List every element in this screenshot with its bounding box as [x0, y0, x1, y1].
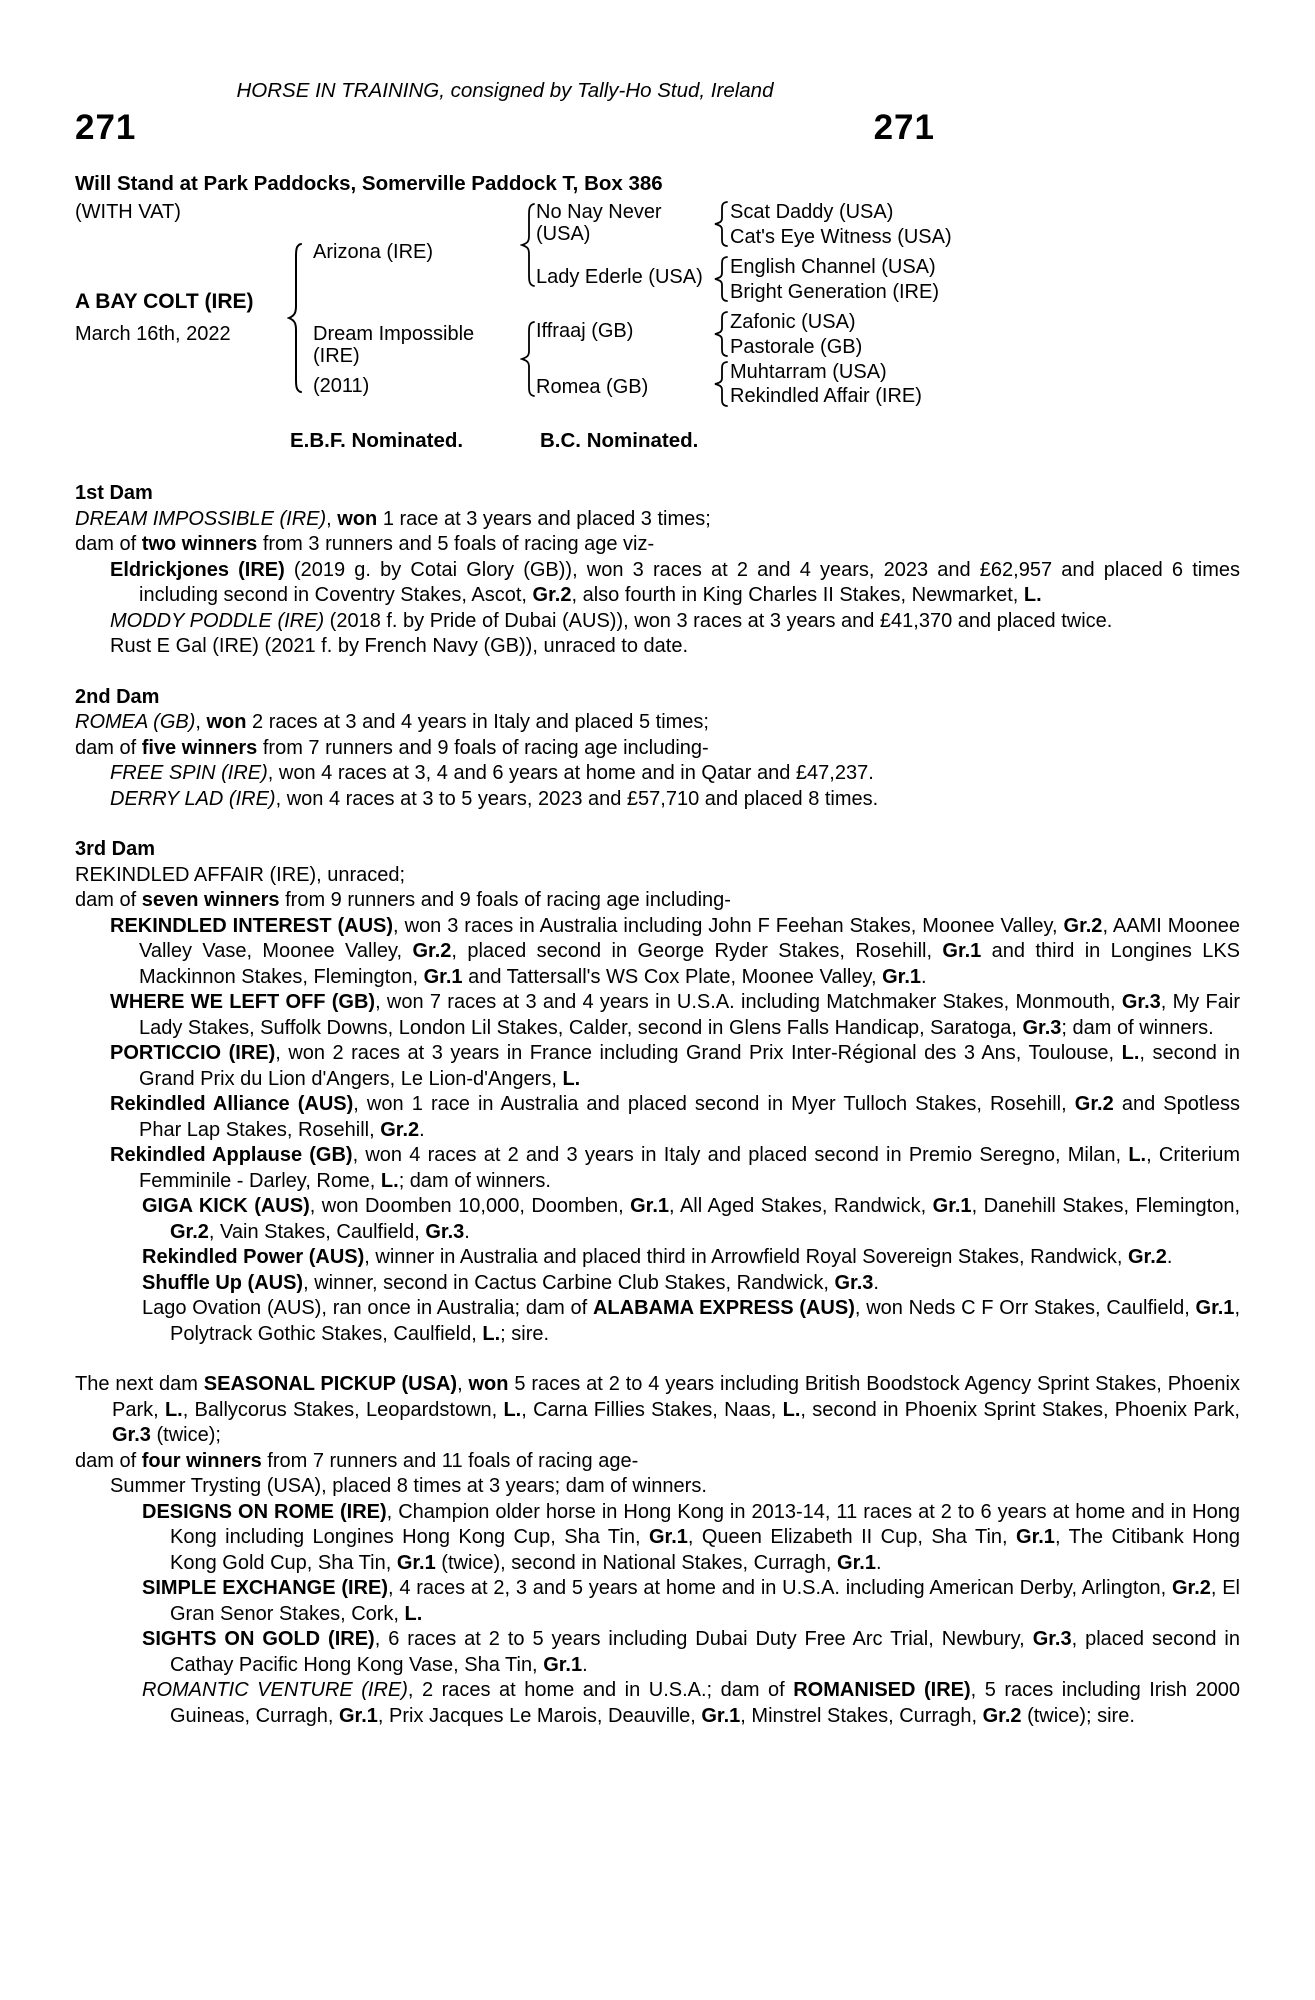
section-heading-1st-dam: 1st Dam	[75, 482, 153, 504]
lot-number-right: 271	[873, 108, 935, 147]
pedigree-brace-gp2	[713, 256, 731, 302]
sire-dam-name: Lady Ederle (USA)	[536, 266, 703, 288]
section-1st-dam	[75, 481, 1240, 660]
section-heading-2nd-dam: 2nd Dam	[75, 685, 160, 708]
dam-dam-sire-name: Muhtarram (USA)	[730, 361, 887, 383]
paragraph-romea: ROMEA (GB), won 2 races at 3 and 4 years in Italy and placed 5 times;	[75, 711, 709, 733]
stand-location-line: Will Stand at Park Paddocks, Somerville Paddock T, Box 386	[75, 172, 663, 195]
vat-note: (WITH VAT)	[75, 201, 181, 223]
dam-sire-sire-name: Zafonic (USA)	[730, 311, 856, 333]
paragraph-simple-exchange: SIMPLE EXCHANGE (IRE), 4 races at 2, 3 and 5 years at home and in U.S.A. including American Derby, Arlington, Gr.2, El Gran Senor Stakes, Cork, L.	[142, 1577, 1240, 1625]
lot-number-row	[75, 110, 935, 146]
paragraph-where-we-left-off: WHERE WE LEFT OFF (GB), won 7 races at 3 and 4 years in U.S.A. including Matchmaker Stakes, Monmouth, Gr.3, My Fair Lady Stakes, Suffolk Downs, London Lil Stakes, Calder, second in Glens Falls Handicap, Saratoga, Gr.3; dam of winners.	[110, 991, 1241, 1039]
pedigree-brace-gp3	[713, 311, 731, 357]
paragraph-giga-kick: GIGA KICK (AUS), won Doomben 10,000, Doomben, Gr.1, All Aged Stakes, Randwick, Gr.1, Danehill Stakes, Flemington, Gr.2, Vain Stakes, Caulfield, Gr.3.	[142, 1195, 1240, 1243]
pedigree-brace-gp1	[713, 201, 731, 247]
paragraph-dam-of-four-winners: dam of four winners from 7 runners and 11 foals of racing age-	[75, 1449, 639, 1472]
pedigree-brace-gp4	[713, 361, 731, 407]
paragraph-rekindled-power: Rekindled Power (AUS), winner in Australia and placed third in Arrowfield Royal Sovereign Stakes, Randwick, Gr.2.	[142, 1246, 1173, 1268]
sire-sire-name-line1: No Nay Never	[536, 201, 662, 223]
sire-dam-sire-name: English Channel (USA)	[730, 256, 936, 278]
paragraph-summer-trysting: Summer Trysting (USA), placed 8 times at 3 years; dam of winners.	[110, 1475, 707, 1497]
dam-name-line3: (2011)	[313, 375, 370, 397]
consignment-header: HORSE IN TRAINING, consigned by Tally-Ho Stud, Ireland	[236, 79, 774, 102]
section-2nd-dam	[75, 685, 1240, 813]
paragraph-derry-lad: DERRY LAD (IRE), won 4 races at 3 to 5 years, 2023 and £57,710 and placed 8 times.	[110, 787, 879, 810]
paragraph-rekindled-interest: REKINDLED INTEREST (AUS), won 3 races in Australia including John F Feehan Stakes, Moonee Valley, Gr.2, AAMI Moonee Valley Vase, Moonee Valley, Gr.2, placed second in George Ryder Stakes, Rosehill, Gr.1 and third in Longines LKS Mackinnon Stakes, Flemington, Gr.1 and Tattersall's WS Cox Plate, Moonee Valley, Gr.1.	[110, 914, 1240, 988]
sire-sire-name-line2: (USA)	[536, 223, 591, 245]
dam-dam-dam-name: Rekindled Affair (IRE)	[730, 385, 922, 407]
dam-name-line1: Dream Impossible	[313, 323, 475, 345]
paragraph-rust-e-gal: Rust E Gal (IRE) (2021 f. by French Navy (GB)), unraced to date.	[110, 635, 688, 657]
foaling-date: March 16th, 2022	[75, 323, 231, 345]
pedigree-text-body	[75, 481, 1240, 1729]
dam-sire-dam-name: Pastorale (GB)	[730, 336, 863, 358]
paragraph-sights-on-gold: SIGHTS ON GOLD (IRE), 6 races at 2 to 5 years including Dubai Duty Free Arc Trial, Newbury, Gr.3, placed second in Cathay Pacific Hong Kong Vase, Sha Tin, Gr.1.	[142, 1628, 1240, 1676]
nominations-line	[75, 428, 1240, 454]
paragraph-romantic-venture: ROMANTIC VENTURE (IRE), 2 races at home and in U.S.A.; dam of ROMANISED (IRE), 5 races including Irish 2000 Guineas, Curragh, Gr.1, Prix Jacques Le Marois, Deauville, Gr.1, Minstrel Stakes, Curragh, Gr.2 (twice); sire.	[142, 1679, 1241, 1727]
paragraph-rekindled-alliance: Rekindled Alliance (AUS), won 1 race in Australia and placed second in Myer Tulloch Stakes, Rosehill, Gr.2 and Spotless Phar Lap Stakes, Rosehill, Gr.2.	[110, 1093, 1240, 1141]
dam-sire-name: Iffraaj (GB)	[536, 320, 634, 342]
sire-sire-dam-name: Cat's Eye Witness (USA)	[730, 226, 952, 248]
pedigree-table	[75, 201, 1240, 407]
paragraph-designs-on-rome: DESIGNS ON ROME (IRE), Champion older horse in Hong Kong in 2013-14, 11 races at 2 to 6 years at home and in Hong Kong including Longines Hong Kong Cup, Sha Tin, Gr.1, Queen Elizabeth II Cup, Sha Tin, Gr.1, The Citibank Hong Kong Gold Cup, Sha Tin, Gr.1 (twice), second in National Stakes, Curragh, Gr.1.	[142, 1500, 1240, 1574]
section-heading-3rd-dam: 3rd Dam	[75, 838, 156, 860]
sire-name: Arizona (IRE)	[313, 241, 434, 263]
sire-sire-sire-name: Scat Daddy (USA)	[730, 201, 894, 223]
paragraph-eldrickjones: Eldrickjones (IRE) (2019 g. by Cotai Glory (GB)), won 3 races at 2 and 4 years, 2023 and £62,957 and placed 6 times including second in Coventry Stakes, Ascot, Gr.2, also fourth in King Charles II Stakes, Newmarket, L.	[110, 558, 1240, 606]
lot-number-left: 271	[75, 108, 137, 147]
paragraph-dam-of-two-winners: dam of two winners from 3 runners and 5 foals of racing age viz-	[75, 533, 655, 555]
section-3rd-dam	[75, 837, 1240, 1347]
sire-dam-dam-name: Bright Generation (IRE)	[730, 281, 939, 303]
paragraph-dam-of-seven-winners: dam of seven winners from 9 runners and 9 foals of racing age including-	[75, 889, 731, 911]
bc-nomination: B.C. Nominated.	[540, 429, 699, 452]
paragraph-porticcio: PORTICCIO (IRE), won 2 races at 3 years in France including Grand Prix Inter-Régional des 3 Ans, Toulouse, L., second in Grand Prix du Lion d'Angers, Le Lion-d'Angers, L.	[110, 1042, 1240, 1090]
dam-name-line2: (IRE)	[313, 345, 360, 367]
paragraph-rekindled-applause: Rekindled Applause (GB), won 4 races at 2 and 3 years in Italy and placed second in Premio Seregno, Milan, L., Criterium Femminile - Darley, Rome, L.; dam of winners.	[110, 1144, 1240, 1192]
ebf-nomination: E.B.F. Nominated.	[290, 429, 464, 452]
paragraph-lago-ovation: Lago Ovation (AUS), ran once in Australia; dam of ALABAMA EXPRESS (AUS), won Neds C F Orr Stakes, Caulfield, Gr.1, Polytrack Gothic Stakes, Caulfield, L.; sire.	[142, 1297, 1240, 1345]
paragraph-seasonal-pickup: The next dam SEASONAL PICKUP (USA), won 5 races at 2 to 4 years including British Boodstock Agency Sprint Stakes, Phoenix Park, L., Ballycorus Stakes, Leopardstown, L., Carna Fillies Stakes, Naas, L., second in Phoenix Sprint Stakes, Phoenix Park, Gr.3 (twice);	[75, 1373, 1240, 1446]
subject-horse-name: A BAY COLT (IRE)	[75, 290, 254, 313]
paragraph-rekindled-affair: REKINDLED AFFAIR (IRE), unraced;	[75, 863, 406, 886]
paragraph-dream-impossible: DREAM IMPOSSIBLE (IRE), won 1 race at 3 years and placed 3 times;	[75, 507, 711, 530]
paragraph-shuffle-up: Shuffle Up (AUS), winner, second in Cactus Carbine Club Stakes, Randwick, Gr.3.	[142, 1271, 879, 1294]
pedigree-brace-generation1	[287, 243, 305, 393]
dam-dam-name: Romea (GB)	[536, 376, 649, 398]
paragraph-free-spin: FREE SPIN (IRE), won 4 races at 3, 4 and 6 years at home and in Qatar and £47,237.	[110, 762, 874, 784]
section-next-dam	[75, 1372, 1240, 1729]
paragraph-moddy-poddle: MODDY PODDLE (IRE) (2018 f. by Pride of Dubai (AUS)), won 3 races at 3 years and £41,370 and placed twice.	[110, 609, 1113, 632]
paragraph-dam-of-five-winners: dam of five winners from 7 runners and 9 foals of racing age including-	[75, 736, 709, 759]
